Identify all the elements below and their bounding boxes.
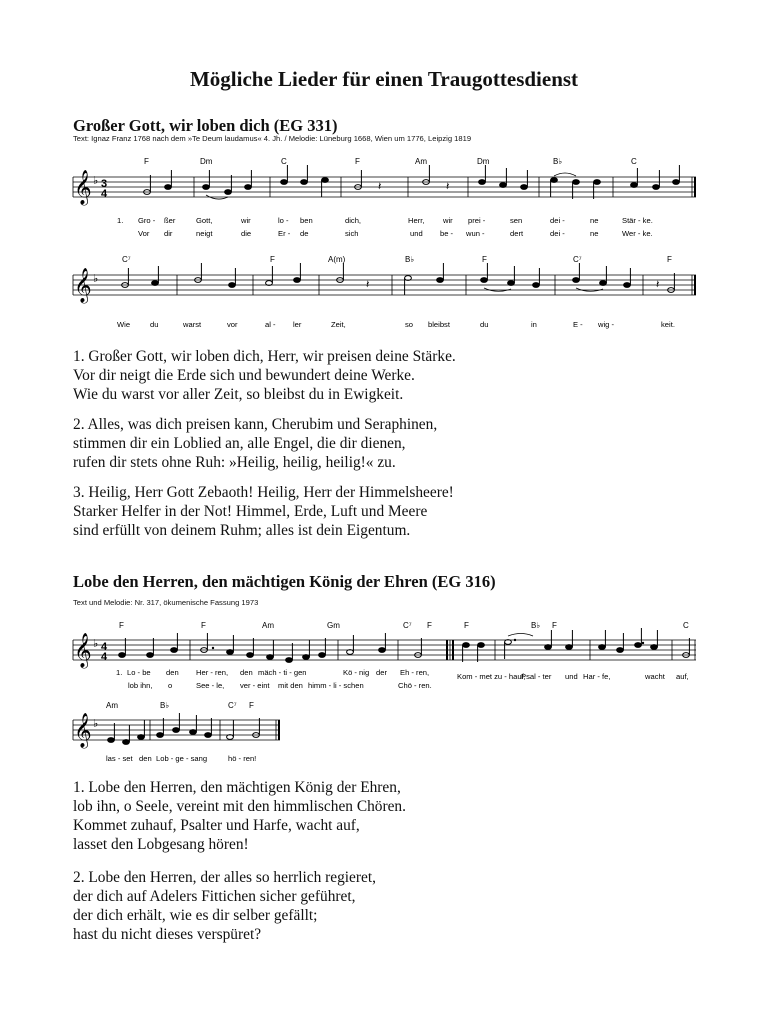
key-flat: ♭ [93, 718, 99, 730]
staff-system-eg331-2 [0, 248, 768, 338]
lyric-syllable: ver - eint [240, 681, 270, 690]
page-title: Mögliche Lieder für einen Traugottesdienst [189, 67, 579, 91]
lyric-syllable: himm - li - schen [308, 681, 364, 690]
lyric-syllable: den [139, 754, 152, 763]
lyric-syllable: den [240, 668, 253, 677]
stanza-eg316-1 [73, 778, 406, 854]
lyric-syllable: ßer [164, 216, 176, 225]
stanza-line: 3. Heilig, Herr Gott Zebaoth! Heilig, Herr der Himmelsheere! [73, 484, 454, 501]
stanza-line: der dich erhält, wie es dir selber gefällt; [73, 907, 318, 924]
lyric-syllable: See - le, [196, 681, 225, 690]
lyric-syllable: lob ihn, [128, 681, 153, 690]
lyrics-verse-1 [117, 216, 653, 225]
lyric-syllable: Vor [138, 229, 150, 238]
stanza-line: Kommet zuhauf, Psalter und Harfe, wacht auf, [73, 817, 360, 834]
lyric-syllable: Her - ren, [196, 668, 229, 677]
svg-text:𝄽: 𝄽 [656, 279, 660, 291]
stanza-2 [73, 415, 437, 472]
stanza-eg316-2 [73, 868, 376, 944]
stanza-line: 2. Lobe den Herren, der alles so herrlich regieret, [73, 869, 376, 886]
lyric-syllable: auf, [676, 672, 689, 681]
svg-text:𝄽: 𝄽 [366, 279, 370, 291]
stanza-1 [73, 347, 456, 404]
lyric-syllable: Lob - ge - sang [156, 754, 208, 763]
chord-symbols [122, 255, 672, 264]
slurs [508, 634, 533, 637]
lyric-syllable: dert [510, 229, 524, 238]
chord-symbol: B♭ [553, 157, 563, 166]
lyric-syllable: neigt [196, 229, 213, 238]
stanza-3 [73, 483, 454, 540]
lyric-syllable: und [565, 672, 578, 681]
lyric-syllable: be - [440, 229, 454, 238]
stanza-line: lasset den Lobgesang hören! [73, 836, 249, 853]
stanza-line: sind erfüllt von deinem Ruhm; alles ist dein Eigentum. [73, 522, 411, 539]
chord-symbol: C⁷ [228, 701, 237, 710]
time-signature-bottom: 4 [101, 188, 108, 200]
treble-clef: 𝄞 [74, 171, 92, 204]
stanza-line: rufen dir stets ohne Ruh: »Heilig, heilig, heilig!« zu. [73, 454, 396, 471]
lyric-syllable: vor [227, 320, 238, 329]
time-signature-top: 4 [101, 641, 108, 653]
chord-symbol: F [201, 621, 206, 630]
lyric-syllable: E - [573, 320, 583, 329]
chord-symbol: B♭ [160, 701, 170, 710]
chord-symbol: Gm [327, 621, 340, 630]
stanza-line: der dich auf Adelers Fittichen sicher geführet, [73, 888, 356, 905]
lyrics-verse-1 [106, 754, 256, 763]
chord-symbol: F [427, 621, 432, 630]
lyric-syllable: Wie [117, 320, 131, 329]
chord-symbol: F [667, 255, 672, 264]
stanza-line: hast du nicht dieses verspüret? [73, 926, 262, 943]
chord-symbol: C⁷ [122, 255, 131, 264]
treble-clef: 𝄞 [74, 714, 92, 747]
lyric-syllable: wun - [466, 229, 485, 238]
key-flat: ♭ [93, 638, 99, 650]
chord-symbol: C [631, 157, 637, 166]
lyric-syllable: de [300, 229, 309, 238]
lyric-syllable: warst [183, 320, 202, 329]
stanza-line: Wie du warst vor aller Zeit, so bleibst du in Ewigkeit. [73, 386, 404, 403]
lyric-syllable: bleibst [428, 320, 450, 329]
lyric-syllable: Chö - ren. [398, 681, 432, 690]
lyrics-verse-1 [116, 668, 689, 681]
lyric-syllable: keit. [661, 320, 675, 329]
chord-symbol: F [552, 621, 557, 630]
chord-symbol: F [482, 255, 487, 264]
lyric-syllable: und [410, 229, 423, 238]
lyric-syllable: dei - [550, 229, 565, 238]
lyric-syllable: Kom - met zu - hauf, [457, 672, 526, 681]
lyric-syllable: 1. [116, 668, 123, 677]
lyric-syllable: Gro - [138, 216, 156, 225]
lyric-syllable: den [166, 668, 179, 677]
chord-symbol: Dm [200, 157, 213, 166]
lyric-syllable: dich, [345, 216, 362, 225]
lyric-syllable: du [480, 320, 489, 329]
chord-symbol: Am [262, 621, 274, 630]
song-credit-eg331: Text: Ignaz Franz 1768 nach dem »Te Deum laudamus« 4. Jh. / Melodie: Lüneburg 1668, Wien um 1776, Leipzig 1819 [73, 134, 472, 143]
lyric-syllable: al - [265, 320, 276, 329]
staff-system-eg316-1 [0, 614, 768, 694]
lyric-syllable: sich [345, 229, 359, 238]
chord-symbol: Dm [477, 157, 490, 166]
staff-system-eg331-1 [0, 150, 768, 250]
key-flat: ♭ [93, 175, 99, 187]
chord-symbol: A(m) [328, 255, 346, 264]
lyric-syllable: mit den [278, 681, 303, 690]
lyric-syllable: in [531, 320, 537, 329]
key-flat: ♭ [93, 273, 99, 285]
lyric-syllable: ben [300, 216, 313, 225]
chord-symbol: F [270, 255, 275, 264]
stanza-line: Vor dir neigt die Erde sich und bewundert deine Werke. [73, 367, 415, 384]
lyric-syllable: dei - [550, 216, 565, 225]
chord-symbol: F [249, 701, 254, 710]
lyric-syllable: Gott, [196, 216, 213, 225]
stanza-line: Starker Helfer in der Not! Himmel, Erde, Luft und Meere [73, 503, 428, 520]
lyric-syllable: Lo - be [127, 668, 151, 677]
lyric-syllable: sen [510, 216, 523, 225]
lyrics-verse-1 [117, 320, 675, 329]
chord-symbol: C⁷ [403, 621, 412, 630]
lyric-syllable: du [150, 320, 159, 329]
lyric-syllable: die [241, 229, 252, 238]
lyric-syllable: 1. [117, 216, 124, 225]
stanza-line: lob ihn, o Seele, vereint mit den himmlischen Chören. [73, 798, 406, 815]
chord-symbol: Am [415, 157, 427, 166]
time-signature-top: 3 [101, 178, 108, 190]
lyric-syllable: ne [590, 216, 599, 225]
lyric-syllable: wir [443, 216, 453, 225]
chord-symbol: F [464, 621, 469, 630]
lyric-syllable: ler [293, 320, 302, 329]
chord-symbols [119, 621, 689, 630]
lyric-syllable: wir [241, 216, 251, 225]
lyric-syllable: mäch - ti - gen [258, 668, 307, 677]
stanza-line: 1. Großer Gott, wir loben dich, Herr, wir preisen deine Stärke. [73, 348, 456, 365]
lyric-syllable: o [168, 681, 173, 690]
lyric-syllable: wig - [598, 320, 615, 329]
chord-symbol: C [683, 621, 689, 630]
chord-symbols [106, 701, 254, 710]
chord-symbol: Am [106, 701, 118, 710]
treble-clef: 𝄞 [74, 269, 92, 302]
staff-system-eg316-2 [0, 694, 768, 774]
lyric-syllable: Eh - ren, [400, 668, 430, 677]
lyric-syllable: Har - fe, [583, 672, 611, 681]
chord-symbol: B♭ [405, 255, 415, 264]
lyric-syllable: Psal - ter [521, 672, 552, 681]
lyric-syllable: Er - [278, 229, 291, 238]
lyric-syllable: las - set [106, 754, 133, 763]
chord-symbol: C⁷ [573, 255, 582, 264]
lyrics-verse-2 [138, 229, 653, 238]
svg-text:𝄽: 𝄽 [446, 181, 450, 193]
song-credit-eg316: Text und Melodie: Nr. 317, ökumenische Fassung 1973 [73, 598, 259, 607]
chord-symbol: F [144, 157, 149, 166]
lyric-syllable: dir [164, 229, 173, 238]
lyric-syllable: Herr, [408, 216, 425, 225]
stanza-line: 1. Lobe den Herren, den mächtigen König der Ehren, [73, 779, 401, 796]
lyric-syllable: Zeit, [331, 320, 346, 329]
svg-text:𝄽: 𝄽 [378, 181, 382, 193]
lyric-syllable: ne [590, 229, 599, 238]
lyric-syllable: Wer - ke. [622, 229, 653, 238]
chord-symbol: F [355, 157, 360, 166]
chord-symbol: B♭ [531, 621, 541, 630]
lyric-syllable: lo - [278, 216, 289, 225]
time-signature-bottom: 4 [101, 651, 108, 663]
lyric-syllable: der [376, 668, 387, 677]
chord-symbol: F [119, 621, 124, 630]
stanza-line: 2. Alles, was dich preisen kann, Cherubim und Seraphinen, [73, 416, 438, 433]
stanza-line: stimmen dir ein Loblied an, alle Engel, die dir dienen, [73, 435, 406, 452]
lyric-syllable: hö - ren! [228, 754, 257, 763]
lyric-syllable: wacht [645, 672, 665, 681]
lyric-syllable: so [405, 320, 414, 329]
song-title-eg331: Großer Gott, wir loben dich (EG 331) [73, 116, 338, 135]
chord-symbols [144, 157, 637, 166]
chord-symbol: C [281, 157, 287, 166]
lyric-syllable: Stär - ke. [622, 216, 653, 225]
lyrics-verse-2 [128, 681, 432, 690]
lyric-syllable: prei - [468, 216, 486, 225]
song-title-eg316: Lobe den Herren, den mächtigen König der Ehren (EG 316) [73, 572, 496, 591]
lyric-syllable: Kö - nig [343, 668, 370, 677]
treble-clef: 𝄞 [74, 634, 92, 667]
